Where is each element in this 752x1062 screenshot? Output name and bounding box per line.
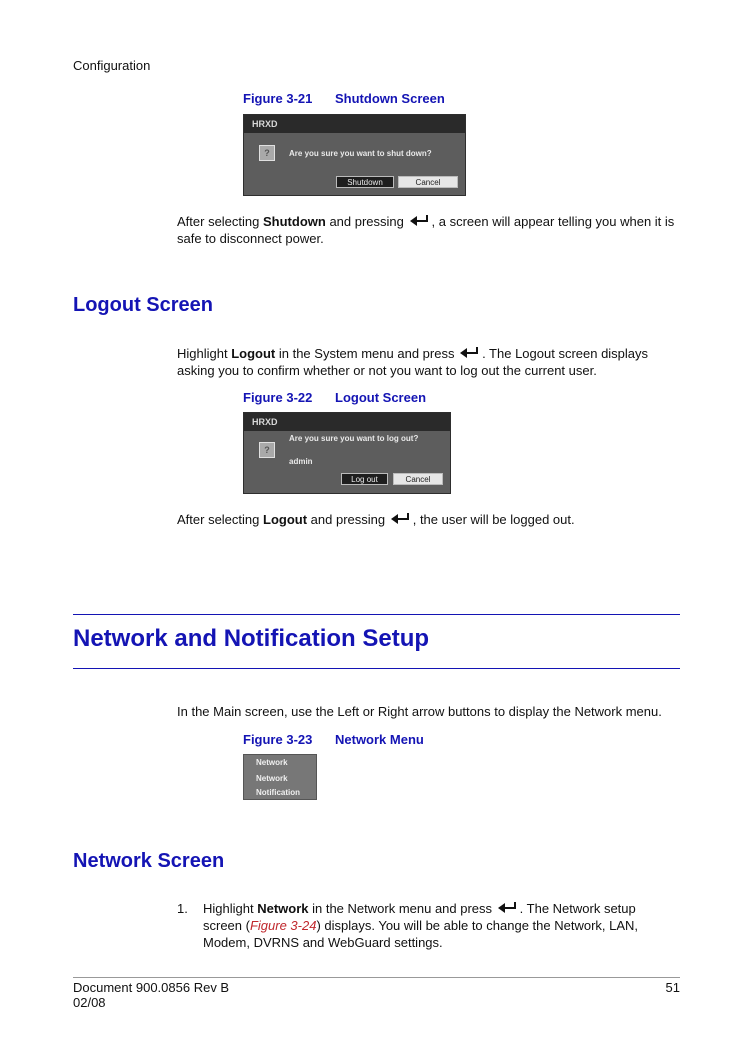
figure-caption-3-23 [243, 732, 424, 747]
page-number: 51 [665, 980, 680, 995]
enter-key-icon [460, 347, 480, 359]
text: . The Network setup [519, 901, 636, 916]
bold-term: Logout [263, 512, 308, 527]
shutdown-button: Shutdown [336, 176, 394, 188]
logout-button: Log out [341, 473, 388, 485]
document-number: Document 900.0856 Rev B [73, 980, 230, 995]
figure-title: Network Menu [335, 732, 424, 747]
text: asking you to confirm whether or not you want to log out the current user. [177, 363, 597, 378]
text: After selecting [177, 512, 263, 527]
dialog-title: HRXD [244, 115, 465, 133]
section-rule-bottom [73, 668, 680, 669]
text: Highlight [177, 346, 232, 361]
text: in the Network menu and press [308, 901, 496, 916]
enter-key-icon [391, 513, 411, 525]
figure-caption-3-21 [243, 91, 445, 106]
cancel-button: Cancel [393, 473, 443, 485]
logout-dialog-image [243, 412, 451, 494]
figure-link[interactable]: Figure 3-24 [249, 918, 317, 933]
footer-doc [73, 980, 229, 1010]
enter-key-icon [498, 902, 518, 914]
enter-key-icon [410, 215, 430, 227]
text: Modem, DVRNS and WebGuard settings. [203, 935, 443, 950]
cancel-button: Cancel [398, 176, 458, 188]
menu-title: Network [256, 758, 288, 767]
figure-number: Figure 3-23 [243, 732, 313, 747]
heading-logout-screen: Logout Screen [73, 294, 214, 316]
menu-item-notification: Notification [256, 788, 300, 797]
paragraph-after-shutdown [177, 213, 697, 247]
paragraph-main-screen: In the Main screen, use the Left or Right arrow buttons to display the Network menu. [177, 704, 662, 719]
footer-rule [73, 977, 680, 978]
menu-item-network: Network [256, 774, 288, 783]
figure-caption-3-22 [243, 390, 426, 405]
dialog-title: HRXD [244, 413, 450, 431]
network-menu-image [243, 754, 317, 800]
figure-title: Logout Screen [335, 390, 427, 405]
question-icon: ? [259, 442, 275, 458]
text: safe to disconnect power. [177, 231, 324, 246]
current-user: admin [289, 457, 313, 466]
bold-term: Logout [231, 346, 276, 361]
heading-network-screen: Network Screen [73, 850, 225, 872]
text: in the System menu and press [275, 346, 459, 361]
section-rule-top [73, 614, 680, 615]
text: . The Logout screen displays [482, 346, 649, 361]
document-date: 02/08 [73, 995, 106, 1010]
bold-term: Shutdown [263, 214, 326, 229]
heading-network-notification-setup: Network and Notification Setup [73, 625, 430, 652]
text: After selecting [177, 214, 263, 229]
text: , the user will be logged out. [412, 512, 575, 527]
bold-term: Network [257, 901, 309, 916]
text: and pressing [307, 512, 389, 527]
text: Highlight [203, 901, 258, 916]
dialog-question: Are you sure you want to shut down? [289, 149, 432, 158]
figure-number: Figure 3-21 [243, 91, 313, 106]
figure-number: Figure 3-22 [243, 390, 313, 405]
shutdown-dialog-image [243, 114, 466, 196]
text: ) displays. You will be able to change the Network, LAN, [316, 918, 639, 933]
figure-title: Shutdown Screen [335, 91, 445, 106]
text: and pressing [325, 214, 408, 229]
dialog-question: Are you sure you want to log out? [289, 434, 419, 443]
running-header: Configuration [73, 58, 151, 73]
text: , a screen will appear telling you when it is [431, 214, 675, 229]
paragraph-after-logout [177, 511, 697, 528]
step-1-text [203, 900, 683, 951]
text: screen ( [203, 918, 250, 933]
step-number: 1. [177, 901, 188, 916]
question-icon: ? [259, 145, 275, 161]
paragraph-logout-intro [177, 345, 697, 379]
